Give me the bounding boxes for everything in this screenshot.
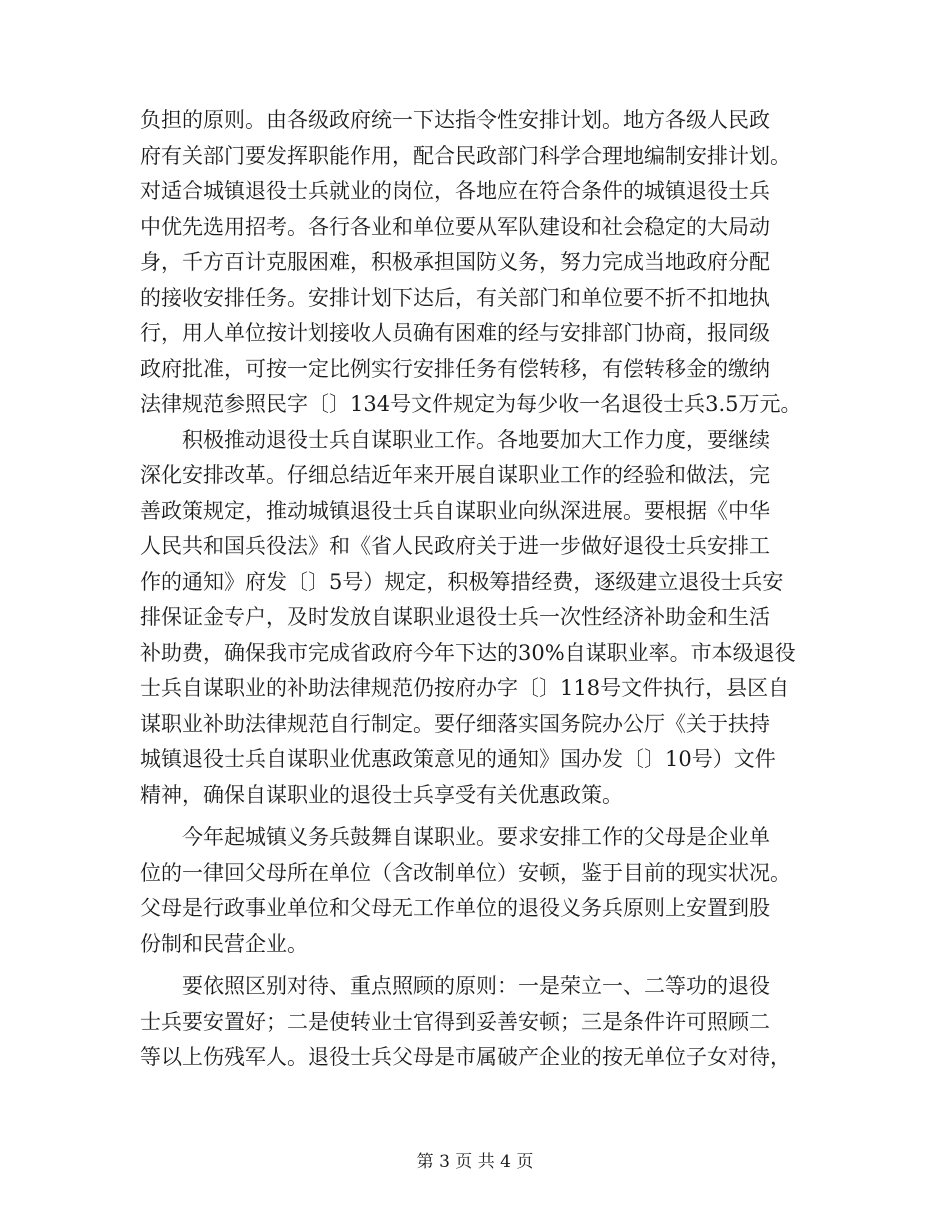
text-line: 父母是行政事业单位和父母无工作单位的退役义务兵原则上安置到股 bbox=[140, 896, 770, 920]
text-line: 人民共和国兵役法》和《省人民政府关于进一步做好退役士兵安排工 bbox=[140, 534, 770, 558]
text-line: 负担的原则。由各级政府统一下达指令性安排计划。地方各级人民政 bbox=[140, 108, 770, 132]
text-line: 行，用人单位按计划接收人员确有困难的经与安排部门协商，报同级 bbox=[140, 321, 770, 345]
text-line: 士兵自谋职业的补助法律规范仍按府办字〔〕118号文件执行，县区自 bbox=[140, 676, 790, 700]
text-line: 深化安排改革。仔细总结近年来开展自谋职业工作的经验和做法，完 bbox=[140, 463, 770, 487]
text-line: 身，千方百计克服困难，积极承担国防义务，努力完成当地政府分配 bbox=[140, 250, 770, 274]
text-line: 对适合城镇退役士兵就业的岗位，各地应在符合条件的城镇退役士兵 bbox=[140, 179, 770, 203]
paragraph-3 bbox=[140, 820, 830, 962]
paragraph-4 bbox=[140, 969, 830, 1076]
text-line: 等以上伤残军人。退役士兵父母是市属破产企业的按无单位子女对待， bbox=[140, 1045, 791, 1069]
text-line: 作的通知》府发〔〕5号）规定，积极筹措经费，逐级建立退役士兵安 bbox=[140, 569, 784, 594]
paragraph-2 bbox=[140, 423, 830, 814]
text-line: 谋职业补助法律规范自行制定。要仔细落实国务院办公厅《关于扶持 bbox=[140, 711, 770, 736]
text-line: 的接收安排任务。安排计划下达后，有关部门和单位要不折不扣地执 bbox=[140, 285, 770, 310]
text-line: 份制和民营企业。 bbox=[140, 931, 308, 956]
text-line: 排保证金专户，及时发放自谋职业退役士兵一次性经济补助金和生活 bbox=[140, 605, 770, 629]
text-line: 士兵要安置好；二是使转业士官得到妥善安顿；三是条件许可照顾二 bbox=[140, 1009, 770, 1034]
text-line: 法律规范参照民字〔〕134号文件规定为每少收一名退役士兵3.5万元。 bbox=[140, 392, 802, 416]
page-number-footer: 第 3 页 共 4 页 bbox=[416, 1152, 534, 1172]
text-line: 今年起城镇义务兵鼓舞自谋职业。要求安排工作的父母是企业单 bbox=[182, 825, 770, 849]
text-line: 位的一律回父母所在单位（含改制单位）安顿，鉴于目前的现实状况。 bbox=[140, 860, 791, 885]
text-line: 城镇退役士兵自谋职业优惠政策意见的通知》国办发〔〕10号）文件 bbox=[140, 747, 776, 771]
text-line: 补助费，确保我市完成省政府今年下达的30%自谋职业率。市本级退役 bbox=[140, 640, 796, 665]
paragraph-1 bbox=[140, 103, 830, 423]
text-line: 积极推动退役士兵自谋职业工作。各地要加大工作力度，要继续 bbox=[182, 427, 770, 452]
text-line: 政府批准，可按一定比例实行安排任务有偿转移，有偿转移金的缴纳 bbox=[140, 356, 770, 381]
document-body bbox=[140, 103, 830, 1076]
text-line: 善政策规定，推动城镇退役士兵自谋职业向纵深进展。要根据《中华 bbox=[140, 498, 770, 523]
text-line: 精神，确保自谋职业的退役士兵享受有关优惠政策。 bbox=[140, 782, 623, 807]
text-line: 府有关部门要发挥职能作用，配合民政部门科学合理地编制安排计划。 bbox=[140, 143, 791, 168]
text-line: 要依照区别对待、重点照顾的原则：一是荣立一、二等功的退役 bbox=[182, 974, 770, 998]
text-line: 中优先选用招考。各行各业和单位要从军队建设和社会稳定的大局动 bbox=[140, 214, 770, 239]
